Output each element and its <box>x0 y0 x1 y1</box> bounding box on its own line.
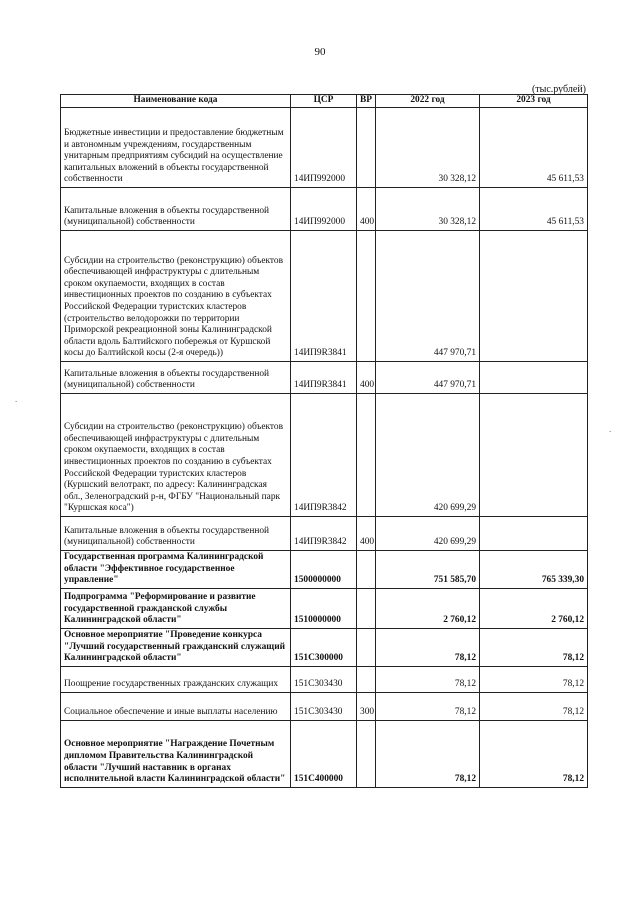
row-vr-cell <box>357 720 376 787</box>
row-name-cell: Подпрограмма "Реформирование и развитие государственной гражданской службы Калининградской области" <box>61 589 291 629</box>
page-number: 90 <box>314 46 326 58</box>
row-2023-cell: 78,12 <box>480 629 588 667</box>
row-2023-cell: 45 611,53 <box>480 108 588 188</box>
row-2022-cell: 78,12 <box>376 692 480 720</box>
table-row <box>61 720 588 787</box>
row-2022-cell: 78,12 <box>376 720 480 787</box>
row-name-cell: Субсидии на строительство (реконструкцию) объектов обеспечивающей инфраструктуры с длительным сроком окупаемости, входящих в состав инвестиционных проектов по созданию в субъектах Российской Федерации туристских кластеров (строительство велодорожки по территории Приморской рекреационной зоны Калининградской области вдоль Балтийского побережья от Куршской косы до Балтийской косы (2-я очередь)) <box>61 231 291 362</box>
row-vr-cell: 400 <box>357 517 376 551</box>
row-2022-cell: 78,12 <box>376 629 480 667</box>
row-vr-cell: 400 <box>357 188 376 231</box>
row-csr-cell: 151C300000 <box>291 629 357 667</box>
table-row <box>61 362 588 394</box>
row-name-cell: Капитальные вложения в объекты государственной (муниципальной) собственности <box>61 517 291 551</box>
table-body <box>61 108 588 788</box>
row-2023-cell: 765 339,30 <box>480 551 588 589</box>
header-csr: ЦСР <box>291 95 357 108</box>
row-vr-cell <box>357 108 376 188</box>
row-name-cell: Субсидии на строительство (реконструкцию) объектов обеспечивающей инфраструктуры с длительным сроком окупаемости, входящих в состав инвестиционных проектов по созданию в субъектах Российской Федерации туристских кластеров (Куршский велотракт, по адресу: Калининградская обл., Зеленоградский р-н, ФГБУ "Национальный парк "Куршская коса") <box>61 394 291 517</box>
row-name-cell: Капитальные вложения в объекты государственной (муниципальной) собственности <box>61 362 291 394</box>
table-row <box>61 188 588 231</box>
row-2022-cell: 751 585,70 <box>376 551 480 589</box>
row-name-cell: Капитальные вложения в объекты государственной (муниципальной) собственности <box>61 188 291 231</box>
table-row <box>61 108 588 188</box>
row-vr-cell <box>357 551 376 589</box>
units-note: (тыс.рублей) <box>531 84 586 95</box>
row-vr-cell <box>357 394 376 517</box>
row-csr-cell: 1500000000 <box>291 551 357 589</box>
table-header-row <box>61 95 588 108</box>
row-2022-cell: 30 328,12 <box>376 188 480 231</box>
row-2023-cell <box>480 231 588 362</box>
row-2023-cell: 78,12 <box>480 720 588 787</box>
row-csr-cell: 151C303430 <box>291 692 357 720</box>
row-2022-cell: 78,12 <box>376 666 480 692</box>
row-name-cell: Поощрение государственных гражданских служащих <box>61 666 291 692</box>
row-csr-cell: 14ИП9R3841 <box>291 362 357 394</box>
row-2023-cell: 78,12 <box>480 666 588 692</box>
table-row <box>61 551 588 589</box>
row-name-cell: Основное мероприятие "Награждение Почетным дипломом Правительства Калининградской области "Лучший наставник в органах исполнительной власти Калининградской области" <box>61 720 291 787</box>
row-name-cell: Социальное обеспечение и иные выплаты населению <box>61 692 291 720</box>
row-csr-cell: 1510000000 <box>291 589 357 629</box>
row-csr-cell: 151C303430 <box>291 666 357 692</box>
margin-mark: · <box>14 398 19 406</box>
row-2023-cell <box>480 362 588 394</box>
header-2022: 2022 год <box>376 95 480 108</box>
table-row <box>61 666 588 692</box>
row-vr-cell <box>357 629 376 667</box>
header-2023: 2023 год <box>480 95 588 108</box>
row-2022-cell: 420 699,29 <box>376 394 480 517</box>
margin-mark: · <box>608 428 613 436</box>
row-2022-cell: 420 699,29 <box>376 517 480 551</box>
row-vr-cell <box>357 231 376 362</box>
row-name-cell: Бюджетные инвестиции и предоставление бюджетным и автономным учреждениям, государственным унитарным предприятиям субсидий на осуществление капитальных вложений в объекты государственной собственности <box>61 108 291 188</box>
header-name: Наименование кода <box>61 95 291 108</box>
row-2023-cell <box>480 517 588 551</box>
row-vr-cell: 300 <box>357 692 376 720</box>
row-csr-cell: 151C400000 <box>291 720 357 787</box>
header-vr: ВР <box>357 95 376 108</box>
row-csr-cell: 14ИП9R3841 <box>291 231 357 362</box>
table-row <box>61 629 588 667</box>
row-2022-cell: 2 760,12 <box>376 589 480 629</box>
table-row <box>61 517 588 551</box>
row-2022-cell: 447 970,71 <box>376 362 480 394</box>
row-vr-cell <box>357 589 376 629</box>
table-row <box>61 394 588 517</box>
table-row <box>61 589 588 629</box>
row-name-cell: Основное мероприятие "Проведение конкурса "Лучший государственный гражданский служащий Калининградской области" <box>61 629 291 667</box>
row-csr-cell: 14ИП9R3842 <box>291 517 357 551</box>
table-row <box>61 231 588 362</box>
row-csr-cell: 14ИП992000 <box>291 188 357 231</box>
row-name-cell: Государственная программа Калининградской области "Эффективное государственное управление" <box>61 551 291 589</box>
row-2023-cell <box>480 394 588 517</box>
row-2023-cell: 2 760,12 <box>480 589 588 629</box>
table-row <box>61 692 588 720</box>
row-2022-cell: 30 328,12 <box>376 108 480 188</box>
row-vr-cell <box>357 666 376 692</box>
budget-table <box>60 94 588 788</box>
row-2023-cell: 45 611,53 <box>480 188 588 231</box>
row-csr-cell: 14ИП9R3842 <box>291 394 357 517</box>
row-2023-cell: 78,12 <box>480 692 588 720</box>
row-csr-cell: 14ИП992000 <box>291 108 357 188</box>
row-2022-cell: 447 970,71 <box>376 231 480 362</box>
row-vr-cell: 400 <box>357 362 376 394</box>
